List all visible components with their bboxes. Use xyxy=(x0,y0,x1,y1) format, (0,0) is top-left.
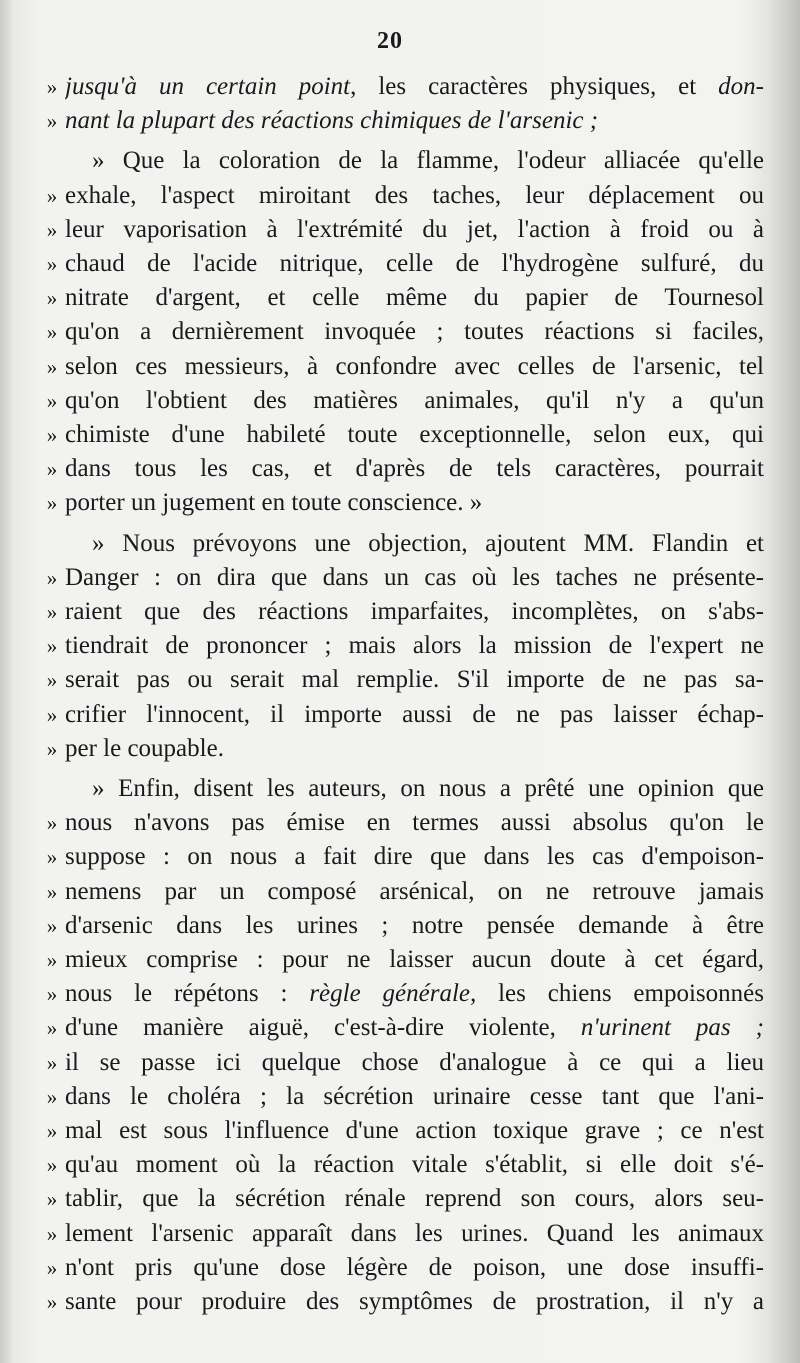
italic-text: n'urinent pas ; xyxy=(580,1014,764,1042)
line-text xyxy=(92,144,764,178)
quote-mark: » xyxy=(46,252,58,276)
text-line xyxy=(0,213,800,247)
text-segment: lement l'arsenic apparaît dans les urines. Quand les animaux xyxy=(65,1219,764,1247)
quote-mark: » xyxy=(46,457,58,482)
text-line xyxy=(0,1011,800,1045)
line-text xyxy=(65,732,764,766)
line-text xyxy=(92,527,764,561)
quote-mark: » xyxy=(46,423,58,447)
text-segment: mal est sous l'influence d'une action toxique grave ; ce n'est xyxy=(65,1117,764,1144)
quote-mark: » xyxy=(46,913,58,938)
line-text xyxy=(65,1046,764,1080)
line-text xyxy=(65,1285,764,1319)
italic-text: nant la plupart des réactions chimiques de l'arsenic ; xyxy=(65,107,599,135)
line-text xyxy=(65,179,764,213)
text-segment: porter un jugement en toute conscience. » xyxy=(65,489,483,517)
italic-text: jusqu'à un certain point xyxy=(65,73,351,100)
line-text xyxy=(65,977,764,1011)
text-line xyxy=(0,1148,800,1182)
text-segment: selon ces messieurs, à confondre avec celles de l'arsenic, tel xyxy=(65,352,764,380)
text-segment: crifier l'innocent, il importe aussi de ne pas laisser échap- xyxy=(65,700,764,728)
text-line xyxy=(0,527,800,561)
text-line xyxy=(0,1251,800,1285)
text-line xyxy=(0,595,800,629)
quote-mark: » xyxy=(46,879,58,904)
text-segment: chimiste d'une habileté toute exceptionnelle, selon eux, qui xyxy=(65,421,764,448)
quote-mark: » xyxy=(46,600,58,624)
text-segment: » Enfin, disent les auteurs, on nous a prêté une opinion que xyxy=(92,775,764,802)
text-line xyxy=(0,452,800,486)
text-line xyxy=(0,350,800,384)
text-segment: tablir, que la sécrétion rénale reprend son cours, alors seu- xyxy=(65,1185,764,1213)
text-line xyxy=(0,806,800,840)
line-text xyxy=(65,943,764,977)
text-segment: nous le répétons : xyxy=(65,980,310,1008)
line-text xyxy=(65,561,764,595)
quote-mark: » xyxy=(46,1187,58,1212)
line-text xyxy=(65,840,764,874)
quote-mark: » xyxy=(46,1119,58,1143)
line-text xyxy=(65,104,764,138)
quote-mark: » xyxy=(46,811,58,836)
text-line xyxy=(0,698,800,732)
text-segment: n'ont pris qu'une dose légère de poison, une dose insuffi- xyxy=(65,1253,764,1281)
quote-mark: » xyxy=(46,1084,58,1109)
text-segment: d'arsenic dans les urines ; notre pensée demande à être xyxy=(65,911,764,939)
line-text xyxy=(65,1251,764,1285)
text-line xyxy=(0,144,800,178)
text-line xyxy=(0,561,800,595)
text-line xyxy=(0,1080,800,1114)
line-text xyxy=(65,486,764,520)
text-segment: exhale, l'aspect miroitant des taches, leur déplacement ou xyxy=(65,181,764,209)
italic-text: règle générale, xyxy=(309,980,477,1008)
line-text xyxy=(65,875,764,909)
quote-mark: » xyxy=(46,75,58,99)
line-text xyxy=(65,1114,764,1148)
text-segment: sante pour produire des symptômes de prostration, il n'y a xyxy=(65,1288,764,1315)
line-text xyxy=(65,418,764,452)
quote-mark: » xyxy=(46,565,58,590)
line-text xyxy=(65,595,764,629)
text-line xyxy=(0,772,800,806)
text-line xyxy=(0,943,800,977)
quote-mark: » xyxy=(46,286,58,311)
quote-mark: » xyxy=(46,982,58,1007)
text-segment: nous n'avons pas émise en termes aussi absolus qu'on le xyxy=(65,809,764,837)
quote-mark: » xyxy=(46,1016,58,1041)
text-segment: nemens par un composé arsénical, on ne retrouve jamais xyxy=(65,877,764,905)
quote-mark: » xyxy=(46,1050,58,1075)
italic-text: don- xyxy=(718,73,764,100)
quote-mark: » xyxy=(46,354,58,379)
text-line xyxy=(0,247,800,281)
text-line xyxy=(0,418,800,452)
text-segment: Danger : on dira que dans un cas où les taches ne présente- xyxy=(65,563,764,591)
line-text xyxy=(92,772,764,806)
text-segment: per le coupable. xyxy=(65,734,224,762)
text-line xyxy=(0,840,800,874)
text-segment: suppose : on nous a fait dire que dans les cas d'empoison- xyxy=(65,843,764,871)
quote-mark: » xyxy=(46,1153,58,1178)
line-text xyxy=(65,806,764,840)
quote-mark: » xyxy=(46,736,58,761)
text-segment: » Que la coloration de la flamme, l'odeur alliacée qu'elle xyxy=(92,147,764,175)
line-text xyxy=(65,70,764,104)
quote-mark: » xyxy=(46,845,58,870)
quote-mark: » xyxy=(46,1290,58,1314)
text-line xyxy=(0,104,800,138)
text-line xyxy=(0,1285,800,1319)
line-text xyxy=(65,909,764,943)
text-line xyxy=(0,179,800,213)
line-text xyxy=(65,663,764,697)
text-line xyxy=(0,315,800,349)
text-segment: il se passe ici quelque chose d'analogue à ce qui a lieu xyxy=(65,1048,764,1076)
quote-mark: » xyxy=(46,491,58,516)
text-segment: leur vaporisation à l'extrémité du jet, l'action à froid ou à xyxy=(65,215,764,243)
text-segment: dans le choléra ; la sécrétion urinaire cesse tant que l'ani- xyxy=(65,1082,764,1110)
text-segment: qu'on a dernièrement invoquée ; toutes réactions si faciles, xyxy=(65,318,764,346)
quote-mark: » xyxy=(46,702,58,727)
line-text xyxy=(65,1011,764,1045)
text-line xyxy=(0,1114,800,1148)
text-line xyxy=(0,875,800,909)
text-segment: » Nous prévoyons une objection, ajoutent MM. Flandin et xyxy=(92,529,764,557)
text-segment: d'une manière aiguë, c'est-à-dire violente, xyxy=(65,1014,581,1042)
text-line xyxy=(0,977,800,1011)
quote-mark: » xyxy=(46,668,58,693)
line-text xyxy=(65,213,764,247)
line-text xyxy=(65,1080,764,1114)
quote-mark: » xyxy=(46,1221,58,1246)
quote-mark: » xyxy=(46,183,58,208)
text-segment: qu'on l'obtient des matières animales, qu'il n'y a qu'un xyxy=(65,386,764,414)
quote-mark: » xyxy=(46,948,58,972)
text-segment: mieux comprise : pour ne laisser aucun doute à cet égard, xyxy=(65,946,764,973)
text-segment: , les caractères physiques, et xyxy=(350,73,719,100)
text-line xyxy=(0,732,800,766)
quote-mark: » xyxy=(46,217,58,242)
line-text xyxy=(65,1217,764,1251)
page-number: 20 xyxy=(377,28,403,54)
line-text xyxy=(65,350,764,384)
line-text xyxy=(65,452,764,486)
quote-mark: » xyxy=(46,388,58,413)
text-line xyxy=(0,663,800,697)
text-line xyxy=(0,629,800,663)
text-segment: les chiens empoisonnés xyxy=(476,980,764,1008)
text-segment: qu'au moment où la réaction vitale s'établit, si elle doit s'é- xyxy=(65,1151,764,1179)
line-text xyxy=(65,315,764,349)
text-line xyxy=(0,909,800,943)
text-segment: serait pas ou serait mal remplie. S'il importe de ne pas sa- xyxy=(65,666,764,694)
line-text xyxy=(65,1148,764,1182)
text-segment: raient que des réactions imparfaites, incomplètes, on s'abs- xyxy=(65,598,764,625)
line-text xyxy=(65,247,764,281)
text-line xyxy=(0,1217,800,1251)
line-text xyxy=(65,629,764,663)
quote-mark: » xyxy=(46,1255,58,1280)
line-text xyxy=(65,384,764,418)
line-text xyxy=(65,281,764,315)
text-segment: nitrate d'argent, et celle même du papier de Tournesol xyxy=(65,284,764,312)
text-line xyxy=(0,384,800,418)
text-segment: chaud de l'acide nitrique, celle de l'hydrogène sulfuré, du xyxy=(65,250,764,277)
quote-mark: » xyxy=(46,634,58,659)
text-line xyxy=(0,1046,800,1080)
quote-mark: » xyxy=(46,320,58,345)
text-segment: dans tous les cas, et d'après de tels caractères, pourrait xyxy=(65,455,764,483)
line-text xyxy=(65,1182,764,1216)
quote-mark: » xyxy=(46,109,58,134)
text-line xyxy=(0,281,800,315)
text-line xyxy=(0,486,800,520)
line-text xyxy=(65,698,764,732)
text-line xyxy=(0,70,800,104)
text-segment: tiendrait de prononcer ; mais alors la mission de l'expert ne xyxy=(65,632,764,660)
text-line xyxy=(0,1182,800,1216)
